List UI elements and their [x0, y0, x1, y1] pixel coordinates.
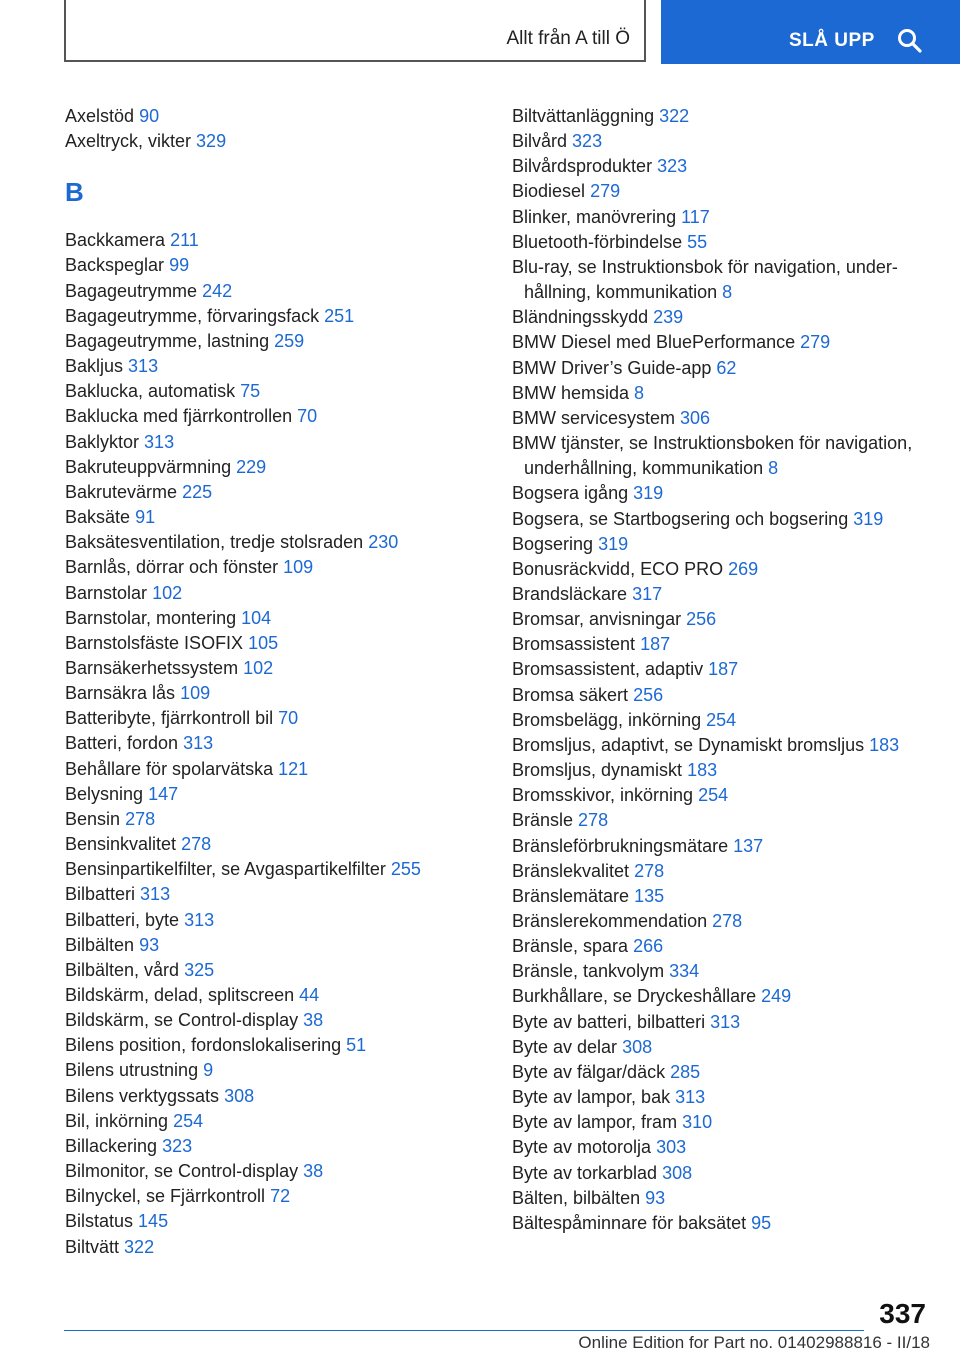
- page-link[interactable]: 256: [633, 684, 664, 705]
- index-entry: [65, 480, 485, 505]
- page-link[interactable]: 323: [572, 131, 603, 152]
- page-link[interactable]: 254: [698, 785, 729, 806]
- entry-term: Baksäte: [65, 507, 131, 528]
- index-entry: [65, 656, 485, 681]
- index-entry: [512, 431, 932, 481]
- page-link[interactable]: 329: [196, 131, 227, 152]
- index-entry: [65, 1084, 485, 1109]
- index-entry: [65, 681, 485, 706]
- entry-term: Biltvättanläggning: [512, 106, 655, 126]
- page-link[interactable]: 285: [670, 1061, 701, 1082]
- index-entry: [512, 406, 932, 431]
- entry-term: Bagageutrymme, lastning: [65, 330, 270, 351]
- page-link[interactable]: 308: [622, 1036, 653, 1057]
- index-entry: [512, 1060, 932, 1085]
- index-entry: [512, 557, 932, 582]
- page-link[interactable]: 239: [653, 307, 684, 328]
- entry-term: Byte av fälgar/däck: [512, 1061, 666, 1082]
- entry-term: Bromsassistent, adaptiv: [512, 659, 704, 680]
- entry-term: Bilbatteri, byte: [65, 909, 180, 930]
- page-link[interactable]: 102: [152, 582, 183, 603]
- entry-term: Byte av batteri, bilbatteri: [512, 1011, 706, 1032]
- entry-term: Bromsbelägg, inkörning: [512, 709, 702, 730]
- page-link[interactable]: 38: [303, 1010, 324, 1031]
- index-entry: [65, 1209, 485, 1234]
- index-entry: [512, 129, 932, 154]
- index-entry: [512, 959, 932, 984]
- entry-term: Burkhållare, se Dryckeshållare: [512, 986, 757, 1007]
- page-link[interactable]: 135: [634, 885, 665, 906]
- entry-term: Barnstolsfäste ISOFIX: [65, 632, 244, 653]
- index-entry: [512, 657, 932, 682]
- page-link[interactable]: 251: [324, 305, 355, 326]
- entry-term: Barnlås, dörrar och fönster: [65, 557, 279, 578]
- tab-title: Allt från A till Ö: [506, 28, 630, 49]
- index-entry: [65, 455, 485, 480]
- index-entry: [512, 230, 932, 255]
- page-link[interactable]: 8: [768, 458, 779, 479]
- index-entry: [65, 1058, 485, 1083]
- page-link[interactable]: 211: [170, 230, 199, 251]
- index-entry: [512, 1035, 932, 1060]
- page-link[interactable]: 93: [139, 934, 160, 955]
- index-entry: [65, 354, 485, 379]
- page-link[interactable]: 256: [686, 609, 717, 630]
- page-link[interactable]: 323: [162, 1135, 193, 1156]
- entry-term: Bränslerekommendation: [512, 911, 708, 931]
- page-link[interactable]: 121: [278, 758, 309, 779]
- index-entry: [512, 481, 932, 506]
- page-link[interactable]: 70: [297, 406, 318, 427]
- entry-term: Bromsljus, adaptivt, se Dynamiskt bromsljus: [512, 734, 865, 755]
- entry-term: Bakrutevärme: [65, 481, 178, 502]
- index-entry: [65, 606, 485, 631]
- page-link[interactable]: 266: [633, 936, 664, 957]
- index-entry: [65, 631, 485, 656]
- page-link[interactable]: 278: [125, 808, 156, 829]
- page-link[interactable]: 313: [140, 884, 171, 905]
- page-link[interactable]: 310: [682, 1112, 713, 1133]
- index-entry: [65, 958, 485, 983]
- index-entry: [65, 505, 485, 530]
- entry-term: Bonusräckvidd, ECO PRO: [512, 558, 724, 579]
- entry-term: Bildskärm, delad, splitscreen: [65, 985, 295, 1005]
- index-entry: [65, 1134, 485, 1159]
- index-entry: [65, 279, 485, 304]
- page-link[interactable]: 105: [248, 632, 279, 653]
- entry-term: Barnsäkra lås: [65, 683, 176, 704]
- index-entry: [512, 255, 932, 305]
- page-link[interactable]: 8: [722, 282, 733, 303]
- entry-term: Bränsleförbrukningsmätare: [512, 835, 729, 856]
- page-link[interactable]: 279: [800, 332, 831, 353]
- entry-term: Bensinkvalitet: [65, 834, 177, 855]
- index-entry: [512, 381, 932, 406]
- entry-term: Bländningsskydd: [512, 307, 649, 328]
- entry-term: Bildskärm, se Control-display: [65, 1010, 299, 1031]
- page-link[interactable]: 322: [659, 106, 690, 126]
- page-link[interactable]: 75: [240, 381, 261, 402]
- entry-term: Bilens verktygssats: [65, 1085, 220, 1106]
- entry-group: [65, 104, 485, 154]
- index-entry: [65, 807, 485, 832]
- index-entry: [65, 1033, 485, 1058]
- entry-term: Bakljus: [65, 356, 124, 377]
- index-entry: [512, 1110, 932, 1135]
- top-navigation: [0, 0, 960, 66]
- entry-term: Bränsle: [512, 810, 574, 831]
- page-link[interactable]: 322: [124, 1236, 155, 1257]
- page-link[interactable]: 325: [184, 959, 215, 980]
- page-link[interactable]: 313: [710, 1011, 741, 1032]
- index-entry: [65, 782, 485, 807]
- page-link[interactable]: 99: [169, 255, 190, 276]
- entry-term: Billackering: [65, 1135, 158, 1156]
- page-link[interactable]: 319: [853, 508, 884, 529]
- page-link[interactable]: 306: [680, 407, 711, 428]
- index-entry: [512, 1010, 932, 1035]
- entry-term: Byte av delar: [512, 1036, 618, 1057]
- page-link[interactable]: 308: [662, 1162, 693, 1183]
- index-entry: [512, 984, 932, 1009]
- search-label: SLÅ UPP: [789, 30, 875, 51]
- page-link[interactable]: 313: [184, 909, 215, 930]
- page-link[interactable]: 8: [634, 382, 645, 403]
- page-link[interactable]: 137: [733, 835, 764, 856]
- index-entry: [65, 104, 485, 129]
- page-link[interactable]: 313: [675, 1087, 706, 1108]
- index-entry: [65, 1184, 485, 1209]
- index-entry: [512, 808, 932, 833]
- entry-term: Baklyktor: [65, 431, 140, 452]
- index-column-right: [512, 104, 932, 1236]
- index-entry: [512, 582, 932, 607]
- index-entry: [512, 205, 932, 230]
- entry-term: Bensin: [65, 808, 121, 829]
- index-entry: [512, 1161, 932, 1186]
- page-link[interactable]: 278: [181, 834, 212, 855]
- entry-term: Bromsassistent: [512, 634, 636, 655]
- page-link[interactable]: 319: [598, 533, 629, 554]
- page-link[interactable]: 242: [202, 280, 233, 301]
- entry-term: Bakruteuppvärmning: [65, 456, 232, 477]
- index-column-left: [65, 104, 485, 1260]
- entry-term: Bilbälten: [65, 934, 135, 955]
- entry-term: Bensinpartikelfilter, se Avgaspartikelfilter: [65, 859, 386, 880]
- index-entry: [512, 683, 932, 708]
- entry-term: Bluetooth-förbindelse: [512, 231, 683, 252]
- entry-term: Backkamera: [65, 230, 166, 251]
- index-entry: [512, 330, 932, 355]
- page-link[interactable]: 313: [183, 733, 214, 754]
- index-entry: [512, 758, 932, 783]
- entry-term: Batteribyte, fjärrkontroll bil: [65, 708, 274, 729]
- page-link[interactable]: 249: [761, 986, 792, 1007]
- page-link[interactable]: 303: [656, 1137, 687, 1158]
- index-entry: [512, 909, 932, 934]
- index-entry: [65, 731, 485, 756]
- entry-term: Byte av lampor, fram: [512, 1112, 678, 1133]
- entry-term: Backspeglar: [65, 255, 165, 276]
- page-link[interactable]: 259: [274, 330, 305, 351]
- entry-term: Bromsljus, dynamiskt: [512, 760, 683, 781]
- page-link[interactable]: 254: [706, 709, 737, 730]
- index-entry: [512, 783, 932, 808]
- page-link[interactable]: 323: [657, 156, 688, 177]
- index-entry: [512, 1211, 932, 1236]
- entry-term: Bromsar, anvisningar: [512, 609, 682, 630]
- entry-term: Baksätesventilation, tredje stolsraden: [65, 532, 364, 553]
- entry-term: Barnsäkerhetssystem: [65, 657, 239, 678]
- entry-term: Barnstolar, montering: [65, 607, 237, 628]
- page-link[interactable]: 38: [303, 1161, 324, 1182]
- entry-term: Bilvård: [512, 131, 568, 152]
- index-entry: [512, 179, 932, 204]
- page-link[interactable]: 145: [138, 1211, 169, 1232]
- entry-term: Bilnyckel, se Fjärrkontroll: [65, 1186, 266, 1207]
- entry-term: Bilstatus: [65, 1211, 134, 1232]
- page-link[interactable]: 109: [180, 683, 211, 704]
- page-link[interactable]: 255: [390, 859, 421, 880]
- index-entry: [512, 305, 932, 330]
- index-entry: [512, 859, 932, 884]
- index-entry: [65, 129, 485, 154]
- index-entry: [512, 154, 932, 179]
- page-link[interactable]: 225: [182, 481, 213, 502]
- entry-term: Bagageutrymme, förvaringsfack: [65, 305, 320, 326]
- entry-term: Bilbälten, vård: [65, 959, 180, 980]
- entry-term: BMW tjänster, se Instruktionsboken för navigation, underhållning, kommunikation: [512, 433, 913, 479]
- page-link[interactable]: 269: [728, 558, 759, 579]
- entry-term: Bogsering: [512, 533, 594, 554]
- index-entry: [512, 607, 932, 632]
- entry-term: Bilens utrustning: [65, 1060, 199, 1081]
- page-link[interactable]: 230: [368, 532, 399, 553]
- page-link[interactable]: 279: [590, 181, 621, 202]
- page-link[interactable]: 334: [669, 961, 700, 982]
- index-entry: [65, 581, 485, 606]
- page-link[interactable]: 51: [346, 1035, 367, 1056]
- index-entry: [65, 857, 485, 882]
- index-entry: [512, 1186, 932, 1211]
- search-button[interactable]: [661, 0, 960, 64]
- page-link[interactable]: 278: [712, 911, 743, 931]
- entry-term: Brandsläckare: [512, 583, 628, 604]
- edition-text: Online Edition for Part no. 01402988816 - II/18: [578, 1333, 930, 1352]
- page-link[interactable]: 278: [578, 810, 609, 831]
- entry-term: Blinker, manövrering: [512, 206, 677, 227]
- entry-term: BMW hemsida: [512, 382, 630, 403]
- page-link[interactable]: 93: [645, 1187, 666, 1208]
- entry-term: Blu-ray, se Instruktionsbok för navigation, underhållning, kommunikation: [512, 256, 898, 303]
- index-entry: [512, 507, 932, 532]
- index-entry: [65, 404, 485, 429]
- index-entry: [65, 706, 485, 731]
- entry-term: Bagageutrymme: [65, 280, 198, 301]
- entry-group: [65, 228, 485, 1259]
- index-entry: [65, 832, 485, 857]
- page-link[interactable]: 313: [128, 356, 159, 377]
- page-link[interactable]: 254: [173, 1110, 204, 1131]
- search-icon: [897, 28, 923, 54]
- entry-term: Bilbatteri: [65, 884, 136, 905]
- page-link[interactable]: 229: [236, 456, 267, 477]
- index-entry: [512, 708, 932, 733]
- page-link[interactable]: 44: [299, 985, 320, 1005]
- entry-term: Bältespåminnare för baksätet: [512, 1212, 747, 1233]
- index-entry: [512, 532, 932, 557]
- index-entry: [65, 1235, 485, 1260]
- entry-term: Baklucka med fjärrkontrollen: [65, 406, 293, 427]
- index-entry: [65, 933, 485, 958]
- entry-term: Bil, inkörning: [65, 1110, 169, 1131]
- page-link[interactable]: 187: [640, 634, 671, 655]
- entry-term: Byte av lampor, bak: [512, 1087, 671, 1108]
- entry-term: Byte av torkarblad: [512, 1162, 658, 1183]
- index-entry: [65, 1159, 485, 1184]
- index-entry: [65, 530, 485, 555]
- page-link[interactable]: 187: [708, 659, 739, 680]
- page-link[interactable]: 117: [681, 206, 710, 227]
- index-entry: [65, 908, 485, 933]
- entry-term: Bilvårdsprodukter: [512, 156, 653, 177]
- entry-term: Belysning: [65, 783, 144, 804]
- entry-term: Bogsera, se Startbogsering och bogsering: [512, 508, 849, 529]
- footer-divider: [64, 1330, 864, 1331]
- page-link[interactable]: 70: [278, 708, 299, 729]
- page-link[interactable]: 102: [243, 657, 274, 678]
- entry-term: Bromsskivor, inkörning: [512, 785, 694, 806]
- page-link[interactable]: 183: [869, 734, 900, 755]
- entry-term: Bränsle, tankvolym: [512, 961, 665, 982]
- index-entry: [65, 983, 485, 1008]
- index-entry: [65, 379, 485, 404]
- page-link[interactable]: 183: [687, 760, 718, 781]
- entry-term: Biltvätt: [65, 1236, 120, 1257]
- entry-term: Bilens position, fordonslokalisering: [65, 1035, 342, 1056]
- page-link[interactable]: 109: [283, 557, 314, 578]
- index-entry: [65, 228, 485, 253]
- index-entry: [512, 884, 932, 909]
- entry-term: Baklucka, automatisk: [65, 381, 236, 402]
- page-link[interactable]: 104: [241, 607, 272, 628]
- page-link[interactable]: 313: [144, 431, 175, 452]
- page-number: 337: [879, 1298, 926, 1329]
- entry-term: Bilmonitor, se Control-display: [65, 1161, 299, 1182]
- entry-term: Behållare för spolarvätska: [65, 758, 274, 779]
- entry-term: Bränslemätare: [512, 885, 630, 906]
- page-link[interactable]: 319: [633, 483, 664, 504]
- index-entry: [512, 1135, 932, 1160]
- entry-term: Bränslekvalitet: [512, 860, 630, 881]
- index-entry: [65, 1008, 485, 1033]
- index-entry: [65, 304, 485, 329]
- page-link[interactable]: 55: [687, 231, 708, 252]
- index-tab[interactable]: [64, 0, 646, 62]
- page-link[interactable]: 90: [139, 106, 160, 126]
- entry-term: BMW Driver’s Guide-app: [512, 357, 712, 378]
- index-entry: [65, 757, 485, 782]
- entry-term: Bromsa säkert: [512, 684, 629, 705]
- entry-term: Bogsera igång: [512, 483, 629, 504]
- entry-term: Byte av motorolja: [512, 1137, 652, 1158]
- index-entry: [512, 104, 932, 129]
- page-link[interactable]: 308: [224, 1085, 255, 1106]
- index-entry: [512, 834, 932, 859]
- entry-group: [512, 104, 932, 1236]
- index-entry: [65, 882, 485, 907]
- page-link[interactable]: 278: [634, 860, 665, 881]
- entry-term: Axelstöd: [65, 106, 135, 126]
- page-link[interactable]: 147: [148, 783, 179, 804]
- index-entry: [65, 555, 485, 580]
- page-link[interactable]: 9: [203, 1060, 214, 1081]
- page-link[interactable]: 62: [716, 357, 737, 378]
- entry-term: Axeltryck, vikter: [65, 131, 192, 152]
- index-entry: [65, 430, 485, 455]
- index-entry: [512, 733, 932, 758]
- entry-term: Barnstolar: [65, 582, 148, 603]
- section-letter: B: [65, 177, 84, 208]
- entry-term: Batteri, fordon: [65, 733, 179, 754]
- index-entry: [65, 253, 485, 278]
- index-entry: [65, 329, 485, 354]
- page-link[interactable]: 72: [270, 1186, 291, 1207]
- entry-term: BMW Diesel med BluePerformance: [512, 332, 796, 353]
- index-entry: [512, 356, 932, 381]
- entry-term: BMW servicesystem: [512, 407, 676, 428]
- index-entry: [512, 934, 932, 959]
- page-link[interactable]: 91: [135, 507, 156, 528]
- index-entry: [512, 1085, 932, 1110]
- index-entry: [65, 1109, 485, 1134]
- entry-term: Bälten, bilbälten: [512, 1187, 641, 1208]
- page-link[interactable]: 95: [751, 1212, 772, 1233]
- page-link[interactable]: 317: [632, 583, 663, 604]
- entry-term: Biodiesel: [512, 181, 586, 202]
- entry-term: Bränsle, spara: [512, 936, 629, 957]
- index-entry: [512, 632, 932, 657]
